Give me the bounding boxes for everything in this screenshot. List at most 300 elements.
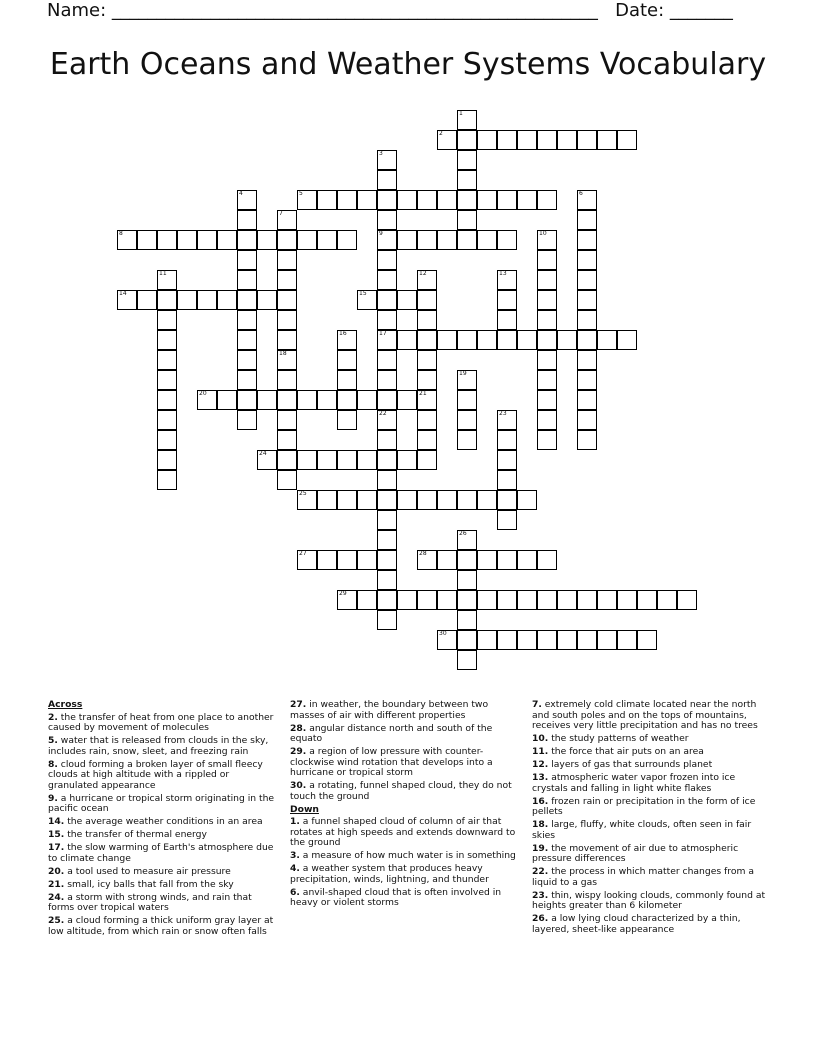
grid-cell[interactable] [497, 190, 517, 210]
grid-cell[interactable] [377, 530, 397, 550]
clue-number: 22 [379, 410, 387, 417]
clue-item [290, 851, 524, 862]
grid-cell[interactable] [537, 430, 557, 450]
grid-cell[interactable] [277, 410, 297, 430]
grid-cell[interactable] [457, 190, 477, 210]
clue-text: the transfer of thermal energy [64, 829, 207, 840]
page-title: Earth Oceans and Weather Systems Vocabulary [49, 47, 767, 82]
grid-cell[interactable] [337, 590, 357, 610]
grid-cell[interactable] [457, 150, 477, 170]
grid-cell[interactable] [517, 190, 537, 210]
grid-cell[interactable] [377, 490, 397, 510]
grid-cell[interactable] [457, 490, 477, 510]
clue-number: 7 [279, 210, 283, 217]
grid-cell[interactable] [357, 550, 377, 570]
grid-cell[interactable] [337, 370, 357, 390]
grid-cell[interactable] [437, 130, 457, 150]
clue-number: 18 [279, 350, 287, 357]
grid-cell[interactable] [277, 470, 297, 490]
grid-cell[interactable] [537, 630, 557, 650]
grid-cell[interactable] [637, 630, 657, 650]
grid-cell[interactable] [517, 130, 537, 150]
clue-text: a measure of how much water is in something [299, 850, 516, 861]
grid-cell[interactable] [417, 230, 437, 250]
clue-number: 3 [379, 150, 383, 157]
grid-cell[interactable] [477, 230, 497, 250]
clue-item [290, 724, 524, 745]
grid-cell[interactable] [557, 590, 577, 610]
grid-cell[interactable] [197, 230, 217, 250]
grid-cell[interactable] [377, 190, 397, 210]
clue-text: the process in which matter changes from a liquid to a gas [532, 866, 754, 888]
grid-cell[interactable] [317, 550, 337, 570]
grid-cell[interactable] [497, 630, 517, 650]
grid-cell[interactable] [137, 230, 157, 250]
grid-cell[interactable] [437, 590, 457, 610]
grid-cell[interactable] [317, 450, 337, 470]
grid-cell[interactable] [257, 230, 277, 250]
grid-cell[interactable] [337, 490, 357, 510]
name-field[interactable]: ______________________________________________________ [111, 0, 598, 21]
grid-cell[interactable] [417, 310, 437, 330]
grid-cell[interactable] [577, 590, 597, 610]
grid-cell[interactable] [277, 350, 297, 370]
grid-cell[interactable] [437, 550, 457, 570]
grid-cell[interactable] [377, 310, 397, 330]
grid-cell[interactable] [317, 490, 337, 510]
grid-cell[interactable] [377, 250, 397, 270]
grid-cell[interactable] [537, 350, 557, 370]
grid-cell[interactable] [417, 270, 437, 290]
grid-cell[interactable] [377, 150, 397, 170]
clues-column-1 [48, 700, 280, 940]
grid-cell[interactable] [157, 270, 177, 290]
grid-cell[interactable] [417, 450, 437, 470]
clue-number: 2 [439, 130, 443, 137]
grid-cell[interactable] [597, 630, 617, 650]
grid-cell[interactable] [417, 490, 437, 510]
grid-cell[interactable] [377, 350, 397, 370]
clue-text: a cloud forming a thick uniform gray layer at low altitude, from which rain or snow often falls [48, 915, 274, 937]
grid-cell[interactable] [157, 450, 177, 470]
clue-item [290, 864, 524, 885]
grid-cell[interactable] [157, 410, 177, 430]
clue-number-label: 21. [48, 878, 65, 890]
grid-cell[interactable] [277, 370, 297, 390]
grid-cell[interactable] [497, 550, 517, 570]
grid-cell[interactable] [337, 350, 357, 370]
grid-cell[interactable] [457, 570, 477, 590]
clue-item [532, 820, 766, 841]
grid-cell[interactable] [277, 390, 297, 410]
grid-cell[interactable] [457, 590, 477, 610]
grid-cell[interactable] [397, 190, 417, 210]
clue-item [532, 773, 766, 794]
grid-cell[interactable] [417, 350, 437, 370]
grid-cell[interactable] [237, 230, 257, 250]
clue-section-heading: Down [290, 803, 319, 815]
clue-item [290, 747, 524, 779]
grid-cell[interactable] [277, 450, 297, 470]
clue-number-label: 14. [48, 816, 65, 827]
grid-cell[interactable] [217, 290, 237, 310]
grid-cell[interactable] [257, 390, 277, 410]
clue-item [290, 700, 524, 721]
grid-cell[interactable] [157, 310, 177, 330]
clue-item [48, 893, 280, 914]
grid-cell[interactable] [157, 470, 177, 490]
grid-cell[interactable] [297, 490, 317, 510]
grid-cell[interactable] [557, 630, 577, 650]
grid-cell[interactable] [477, 330, 497, 350]
grid-cell[interactable] [377, 390, 397, 410]
grid-cell[interactable] [477, 550, 497, 570]
grid-cell[interactable] [657, 590, 677, 610]
grid-cell[interactable] [237, 410, 257, 430]
grid-cell[interactable] [417, 370, 437, 390]
grid-cell[interactable] [497, 510, 517, 530]
grid-cell[interactable] [677, 590, 697, 610]
grid-cell[interactable] [557, 330, 577, 350]
grid-cell[interactable] [237, 310, 257, 330]
grid-cell[interactable] [197, 390, 217, 410]
grid-cell[interactable] [637, 590, 657, 610]
clue-item [48, 843, 280, 864]
grid-cell[interactable] [397, 490, 417, 510]
grid-cell[interactable] [437, 190, 457, 210]
grid-cell[interactable] [537, 330, 557, 350]
clue-number-label: 24. [48, 891, 65, 903]
grid-cell[interactable] [457, 230, 477, 250]
grid-cell[interactable] [157, 230, 177, 250]
grid-cell[interactable] [237, 290, 257, 310]
grid-cell[interactable] [317, 230, 337, 250]
grid-cell[interactable] [157, 430, 177, 450]
grid-cell[interactable] [237, 330, 257, 350]
grid-cell[interactable] [497, 330, 517, 350]
clue-text: the movement of air due to atmospheric pressure differences [532, 842, 739, 864]
grid-cell[interactable] [237, 370, 257, 390]
grid-cell[interactable] [537, 290, 557, 310]
grid-cell[interactable] [617, 630, 637, 650]
grid-cell[interactable] [537, 390, 557, 410]
date-field[interactable]: _______ [669, 0, 733, 21]
clue-number-label: 2. [48, 711, 58, 723]
clue-number: 10 [539, 230, 547, 237]
grid-cell[interactable] [237, 390, 257, 410]
grid-cell[interactable] [457, 410, 477, 430]
grid-cell[interactable] [377, 550, 397, 570]
grid-cell[interactable] [597, 590, 617, 610]
grid-cell[interactable] [557, 130, 577, 150]
clue-item [532, 844, 766, 865]
grid-cell[interactable] [577, 230, 597, 250]
grid-cell[interactable] [377, 570, 397, 590]
grid-cell[interactable] [377, 230, 397, 250]
grid-cell[interactable] [337, 450, 357, 470]
clue-number: 24 [259, 450, 267, 457]
grid-cell[interactable] [377, 410, 397, 430]
grid-cell[interactable] [357, 490, 377, 510]
grid-cell[interactable] [217, 230, 237, 250]
grid-cell[interactable] [377, 610, 397, 630]
grid-cell[interactable] [417, 190, 437, 210]
grid-cell[interactable] [397, 450, 417, 470]
grid-cell[interactable] [417, 290, 437, 310]
grid-cell[interactable] [217, 390, 237, 410]
grid-cell[interactable] [477, 130, 497, 150]
grid-cell[interactable] [417, 390, 437, 410]
clue-number-label: 4. [290, 863, 300, 874]
grid-cell[interactable] [277, 330, 297, 350]
grid-cell[interactable] [357, 390, 377, 410]
grid-cell[interactable] [537, 250, 557, 270]
clue-number-label: 8. [48, 758, 58, 770]
grid-cell[interactable] [417, 410, 437, 430]
clue-number-label: 27. [290, 699, 307, 710]
grid-cell[interactable] [437, 490, 457, 510]
grid-cell[interactable] [277, 230, 297, 250]
grid-cell[interactable] [517, 630, 537, 650]
grid-cell[interactable] [577, 390, 597, 410]
grid-cell[interactable] [397, 330, 417, 350]
clue-number: 4 [239, 190, 243, 197]
grid-cell[interactable] [377, 270, 397, 290]
grid-cell[interactable] [497, 290, 517, 310]
grid-cell[interactable] [577, 130, 597, 150]
clue-text: a low lying cloud characterized by a thin, layered, sheet-like appearance [532, 913, 741, 935]
grid-cell[interactable] [337, 190, 357, 210]
grid-cell[interactable] [417, 550, 437, 570]
grid-cell[interactable] [357, 290, 377, 310]
grid-cell[interactable] [177, 230, 197, 250]
grid-cell[interactable] [237, 190, 257, 210]
grid-cell[interactable] [417, 430, 437, 450]
grid-cell[interactable] [577, 370, 597, 390]
clue-number: 26 [459, 530, 467, 537]
grid-cell[interactable] [537, 230, 557, 250]
clue-number-label: 17. [48, 842, 65, 853]
grid-cell[interactable] [377, 450, 397, 470]
grid-cell[interactable] [457, 370, 477, 390]
grid-cell[interactable] [457, 650, 477, 670]
grid-cell[interactable] [497, 410, 517, 430]
grid-cell[interactable] [337, 390, 357, 410]
grid-cell[interactable] [537, 550, 557, 570]
grid-cell[interactable] [157, 370, 177, 390]
grid-cell[interactable] [277, 290, 297, 310]
grid-cell[interactable] [537, 270, 557, 290]
grid-cell[interactable] [497, 590, 517, 610]
grid-cell[interactable] [437, 330, 457, 350]
grid-cell[interactable] [597, 130, 617, 150]
grid-cell[interactable] [457, 430, 477, 450]
grid-cell[interactable] [577, 190, 597, 210]
grid-cell[interactable] [437, 230, 457, 250]
grid-cell[interactable] [377, 370, 397, 390]
clue-number: 25 [299, 490, 307, 497]
grid-cell[interactable] [617, 330, 637, 350]
grid-cell[interactable] [457, 530, 477, 550]
clue-number: 29 [339, 590, 347, 597]
grid-cell[interactable] [577, 290, 597, 310]
clue-number: 17 [379, 330, 387, 337]
grid-cell[interactable] [497, 310, 517, 330]
grid-cell[interactable] [237, 270, 257, 290]
grid-cell[interactable] [537, 410, 557, 430]
clue-item [532, 867, 766, 888]
grid-cell[interactable] [497, 230, 517, 250]
grid-cell[interactable] [157, 290, 177, 310]
grid-cell[interactable] [577, 210, 597, 230]
grid-cell[interactable] [357, 590, 377, 610]
grid-cell[interactable] [257, 450, 277, 470]
grid-cell[interactable] [577, 350, 597, 370]
grid-cell[interactable] [277, 270, 297, 290]
clue-item [48, 713, 280, 734]
clues-column-3 [532, 700, 766, 938]
grid-cell[interactable] [497, 430, 517, 450]
grid-cell[interactable] [377, 430, 397, 450]
grid-cell[interactable] [517, 590, 537, 610]
grid-cell[interactable] [577, 250, 597, 270]
grid-cell[interactable] [457, 330, 477, 350]
clue-text: in weather, the boundary between two masses of air with different properties [290, 699, 489, 721]
clue-number-label: 19. [532, 842, 549, 854]
clue-number-label: 7. [532, 699, 542, 710]
grid-cell[interactable] [377, 290, 397, 310]
clue-number: 13 [499, 270, 507, 277]
clue-number: 5 [299, 190, 303, 197]
grid-cell[interactable] [457, 610, 477, 630]
grid-cell[interactable] [197, 290, 217, 310]
grid-cell[interactable] [337, 330, 357, 350]
clue-text: a storm with strong winds, and rain that forms over tropical waters [48, 891, 252, 913]
grid-cell[interactable] [277, 310, 297, 330]
grid-cell[interactable] [617, 590, 637, 610]
grid-cell[interactable] [157, 330, 177, 350]
grid-cell[interactable] [257, 290, 277, 310]
grid-cell[interactable] [377, 210, 397, 230]
clue-text: a region of low pressure with counter-clockwise wind rotation that develops into a hurricane or tropical storm [290, 746, 493, 778]
grid-cell[interactable] [357, 450, 377, 470]
grid-cell[interactable] [537, 190, 557, 210]
grid-cell[interactable] [157, 390, 177, 410]
grid-cell[interactable] [517, 490, 537, 510]
clue-item [48, 916, 280, 937]
grid-cell[interactable] [577, 410, 597, 430]
grid-cell[interactable] [477, 490, 497, 510]
clue-text: anvil-shaped cloud that is often involved in heavy or violent storms [290, 886, 502, 908]
grid-cell[interactable] [457, 210, 477, 230]
grid-cell[interactable] [577, 630, 597, 650]
grid-cell[interactable] [117, 230, 137, 250]
clue-item [290, 817, 524, 849]
clue-section-heading: Across [48, 699, 83, 710]
grid-cell[interactable] [517, 330, 537, 350]
grid-cell[interactable] [337, 550, 357, 570]
grid-cell[interactable] [437, 630, 457, 650]
grid-cell[interactable] [577, 330, 597, 350]
grid-cell[interactable] [317, 190, 337, 210]
grid-cell[interactable] [237, 210, 257, 230]
clue-text: atmospheric water vapor frozen into ice crystals and falling in light white flakes [532, 772, 736, 794]
grid-cell[interactable] [597, 330, 617, 350]
grid-cell[interactable] [297, 190, 317, 210]
clue-number-label: 16. [532, 795, 549, 807]
grid-cell[interactable] [497, 270, 517, 290]
grid-cell[interactable] [397, 290, 417, 310]
grid-cell[interactable] [277, 210, 297, 230]
grid-cell[interactable] [337, 230, 357, 250]
grid-cell[interactable] [497, 450, 517, 470]
grid-cell[interactable] [477, 630, 497, 650]
grid-cell[interactable] [237, 350, 257, 370]
grid-cell[interactable] [457, 170, 477, 190]
grid-cell[interactable] [457, 630, 477, 650]
grid-cell[interactable] [417, 330, 437, 350]
grid-cell[interactable] [457, 110, 477, 130]
grid-cell[interactable] [377, 170, 397, 190]
grid-cell[interactable] [457, 130, 477, 150]
clue-number: 14 [119, 290, 127, 297]
grid-cell[interactable] [457, 390, 477, 410]
grid-cell[interactable] [457, 550, 477, 570]
grid-cell[interactable] [297, 550, 317, 570]
clue-number-label: 22. [532, 866, 549, 877]
grid-cell[interactable] [397, 390, 417, 410]
grid-cell[interactable] [517, 550, 537, 570]
grid-cell[interactable] [497, 490, 517, 510]
grid-cell[interactable] [397, 590, 417, 610]
grid-cell[interactable] [157, 350, 177, 370]
grid-cell[interactable] [537, 590, 557, 610]
clue-number: 11 [159, 270, 167, 277]
grid-cell[interactable] [337, 410, 357, 430]
grid-cell[interactable] [577, 430, 597, 450]
grid-cell[interactable] [277, 250, 297, 270]
grid-cell[interactable] [237, 250, 257, 270]
grid-cell[interactable] [297, 450, 317, 470]
grid-cell[interactable] [537, 310, 557, 330]
clue-item [48, 830, 280, 841]
grid-cell[interactable] [357, 190, 377, 210]
grid-cell[interactable] [497, 470, 517, 490]
grid-cell[interactable] [377, 510, 397, 530]
grid-cell[interactable] [297, 390, 317, 410]
grid-cell[interactable] [137, 290, 157, 310]
grid-cell[interactable] [497, 130, 517, 150]
grid-cell[interactable] [117, 290, 137, 310]
grid-cell[interactable] [377, 590, 397, 610]
grid-cell[interactable] [377, 330, 397, 350]
grid-cell[interactable] [577, 270, 597, 290]
grid-cell[interactable] [577, 310, 597, 330]
clue-number-label: 5. [48, 735, 58, 746]
grid-cell[interactable] [537, 130, 557, 150]
grid-cell[interactable] [537, 370, 557, 390]
grid-cell[interactable] [617, 130, 637, 150]
grid-cell[interactable] [397, 230, 417, 250]
grid-cell[interactable] [177, 290, 197, 310]
grid-cell[interactable] [477, 190, 497, 210]
grid-cell[interactable] [317, 390, 337, 410]
grid-cell[interactable] [277, 430, 297, 450]
grid-cell[interactable] [477, 590, 497, 610]
grid-cell[interactable] [297, 230, 317, 250]
grid-cell[interactable] [377, 470, 397, 490]
grid-cell[interactable] [417, 590, 437, 610]
